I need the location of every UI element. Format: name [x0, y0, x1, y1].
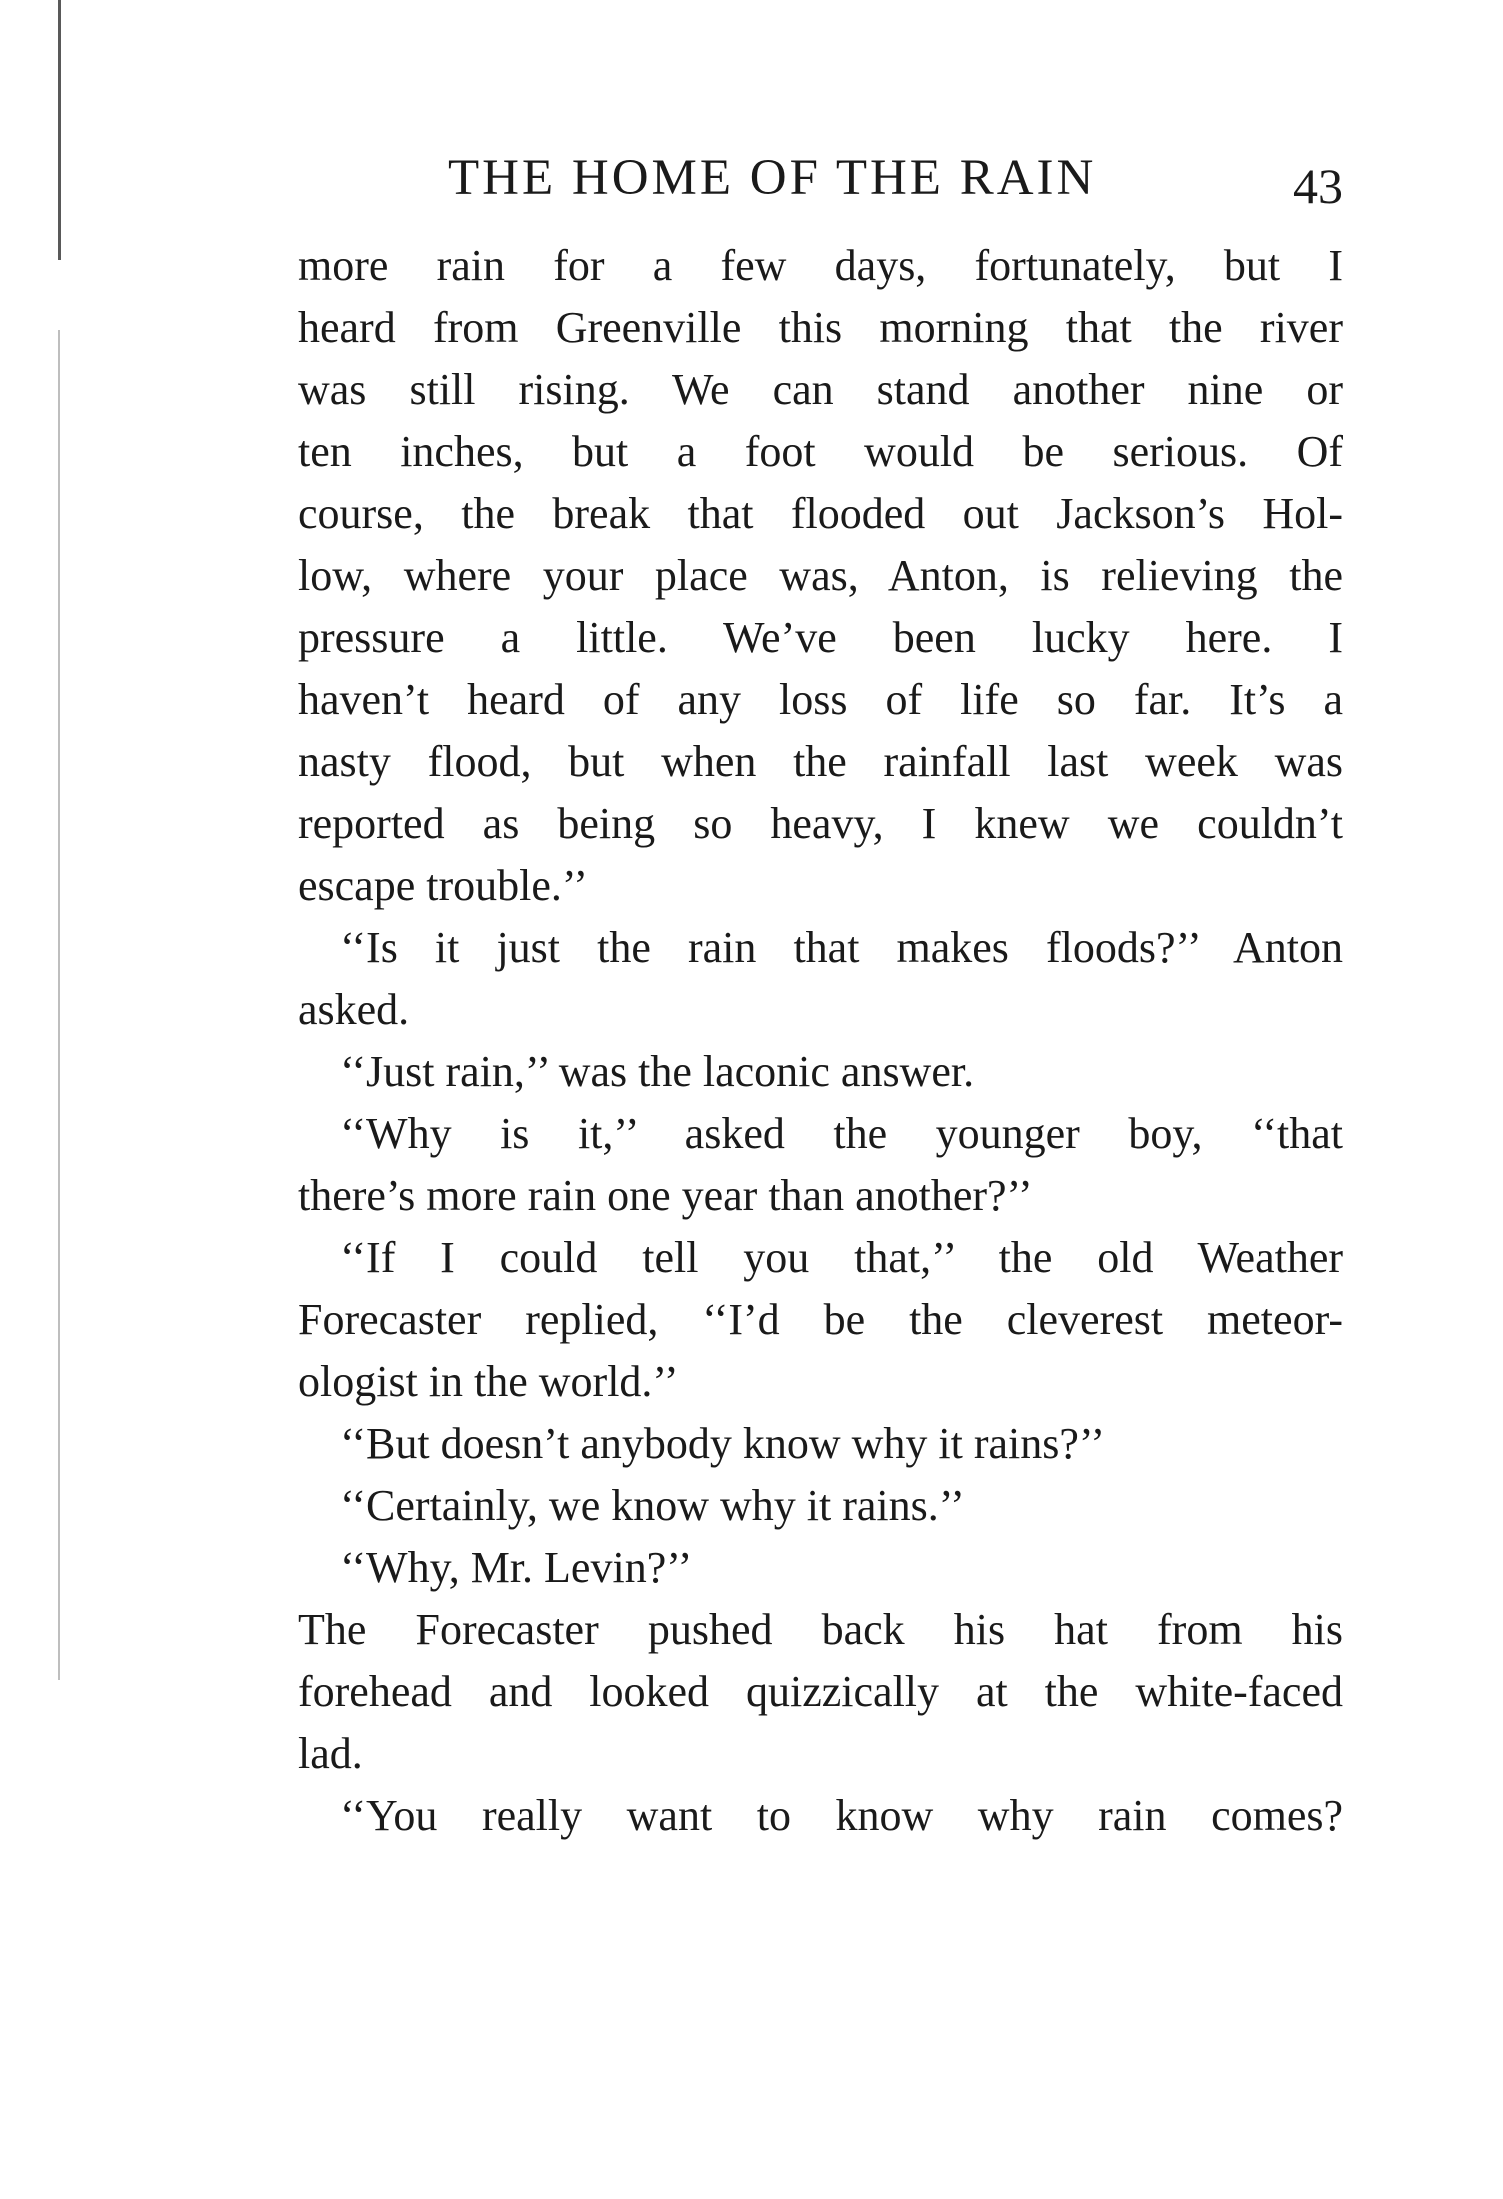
text-line: ‘‘Why, Mr. Levin?’’ — [340, 1543, 693, 1592]
text-line: ‘‘Is it just the rain that makes floods?’’ Anton — [340, 923, 1343, 972]
text-line: ‘‘Just rain,’’ was the laconic answer. — [340, 1047, 975, 1096]
text-line: forehead and looked quizzically at the white-faced — [298, 1667, 1343, 1716]
binding-edge-shadow — [58, 0, 75, 260]
binding-edge-shadow-lower — [58, 330, 74, 1680]
text-line: ‘‘If I could tell you that,’’ the old Weather — [340, 1233, 1343, 1282]
text-line: escape trouble.’’ — [298, 861, 588, 910]
text-line: asked. — [298, 985, 410, 1034]
text-line: ten inches, but a foot would be serious. Of — [298, 427, 1343, 476]
text-line: was still rising. We can stand another nine or — [298, 365, 1343, 414]
text-line: there’s more rain one year than another?’’ — [298, 1171, 1033, 1220]
text-line: ologist in the world.’’ — [298, 1357, 679, 1406]
text-line: heard from Greenville this morning that the river — [298, 303, 1343, 352]
text-line: Forecaster replied, ‘‘I’d be the cleverest meteor- — [298, 1295, 1343, 1344]
text-line: course, the break that flooded out Jackson’s Hol- — [298, 489, 1343, 538]
text-line: more rain for a few days, fortunately, but I — [298, 241, 1343, 290]
text-line: ‘‘Why is it,’’ asked the younger boy, ‘‘that — [340, 1109, 1343, 1158]
text-line: ‘‘You really want to know why rain comes? — [340, 1791, 1343, 1840]
text-line: haven’t heard of any loss of life so far. It’s a — [298, 675, 1343, 724]
text-line: The Forecaster pushed back his hat from his — [298, 1605, 1343, 1654]
running-title: THE HOME OF THE RAIN — [448, 150, 1097, 206]
text-line: ‘‘Certainly, we know why it rains.’’ — [340, 1481, 965, 1530]
text-line: nasty flood, but when the rainfall last week was — [298, 737, 1343, 786]
text-line: lad. — [298, 1729, 363, 1778]
text-line: low, where your place was, Anton, is relieving the — [298, 551, 1343, 600]
page-number: 43 — [1293, 158, 1343, 214]
text-line: reported as being so heavy, I knew we couldn’t — [298, 799, 1343, 848]
running-head — [298, 140, 1343, 220]
body-text — [298, 235, 1343, 1847]
text-line: pressure a little. We’ve been lucky here. I — [298, 613, 1343, 662]
text-line: ‘‘But doesn’t anybody know why it rains?’’ — [340, 1419, 1105, 1468]
